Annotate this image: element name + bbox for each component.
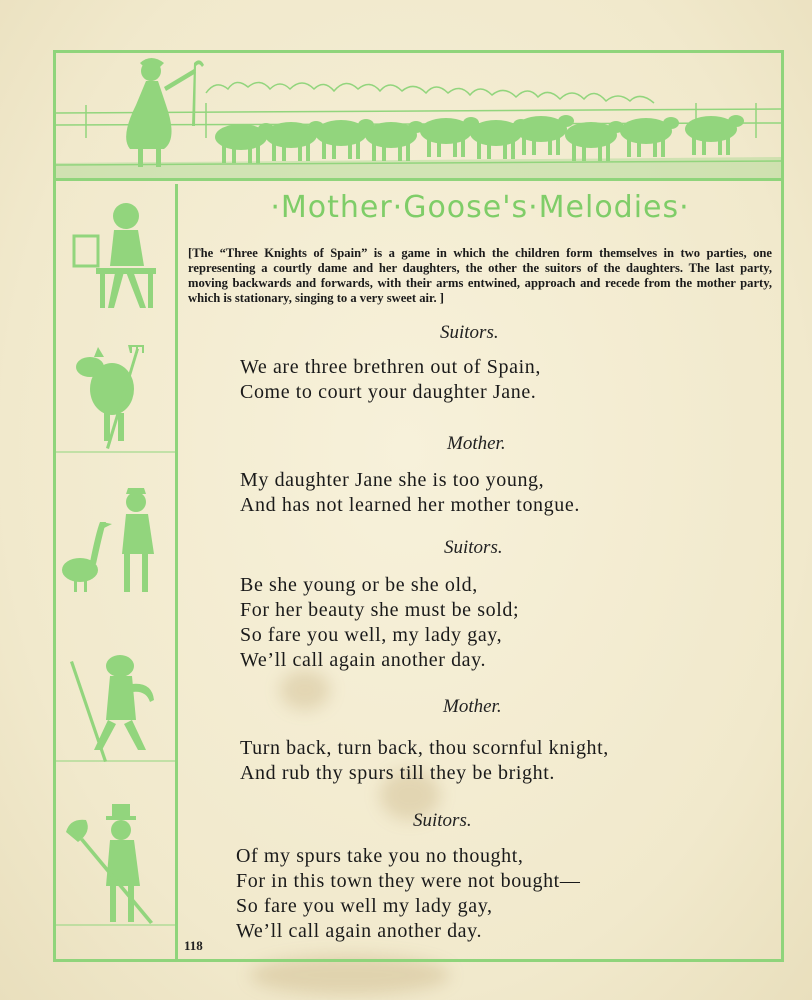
verse-line: So fare you well my lady gay, <box>236 895 493 917</box>
stanza <box>240 468 580 518</box>
speaker-label: Suitors. <box>413 810 472 831</box>
goose-and-boy-illustration <box>62 488 154 592</box>
speaker-label: Suitors. <box>440 322 499 343</box>
header-illustration <box>56 53 781 181</box>
verse-line: Come to court your daughter Jane. <box>240 381 537 403</box>
intro-note: [The “Three Knights of Spain” is a game in which the children form themselves in two parties, one representing a courtly dame and her daughters, the other the suitors of the daughters. The last party, moving backwards and forwards, with their arms entwined, approach and recede from the mother party, which is stationary, singing to a very sweet air. ] <box>188 246 772 305</box>
verse-line: For her beauty she must be sold; <box>240 599 520 621</box>
verse-line: We’ll call again another day. <box>236 920 483 942</box>
verse-line: We’ll call again another day. <box>240 649 487 671</box>
side-illustration-column <box>56 184 178 959</box>
verse-line: Turn back, turn back, thou scornful knight, <box>240 737 609 759</box>
speaker-label: Mother. <box>447 433 506 454</box>
boy-with-hobby-horse-illustration <box>56 804 175 926</box>
speaker-label: Suitors. <box>444 537 503 558</box>
verse-line: And rub thy spurs till they be bright. <box>240 762 555 784</box>
verse-line: We are three brethren out of Spain, <box>240 356 541 378</box>
stanza <box>240 573 519 673</box>
page-number: 118 <box>184 938 203 953</box>
verse-line: And has not learned her mother tongue. <box>240 494 580 516</box>
side-illustrations <box>56 184 175 956</box>
verse-line: So fare you well, my lady gay, <box>240 624 503 646</box>
stanza <box>240 736 609 786</box>
verse-line: My daughter Jane she is too young, <box>240 469 545 491</box>
verse-line: Of my spurs take you no thought, <box>236 845 524 867</box>
verse-line: For in this town they were not bought— <box>236 870 581 892</box>
speaker-label: Mother. <box>443 696 502 717</box>
page-title: ·Mother·Goose's·Melodies· <box>270 190 690 225</box>
stanza <box>236 844 580 944</box>
pig-with-pitchfork-illustration <box>56 345 175 453</box>
child-with-slate-illustration <box>74 203 156 308</box>
frog-with-spear-illustration <box>56 655 175 762</box>
stanza <box>240 355 541 405</box>
verse-line: Be she young or be she old, <box>240 574 478 596</box>
shepherdess-with-sheep-illustration <box>56 53 781 178</box>
